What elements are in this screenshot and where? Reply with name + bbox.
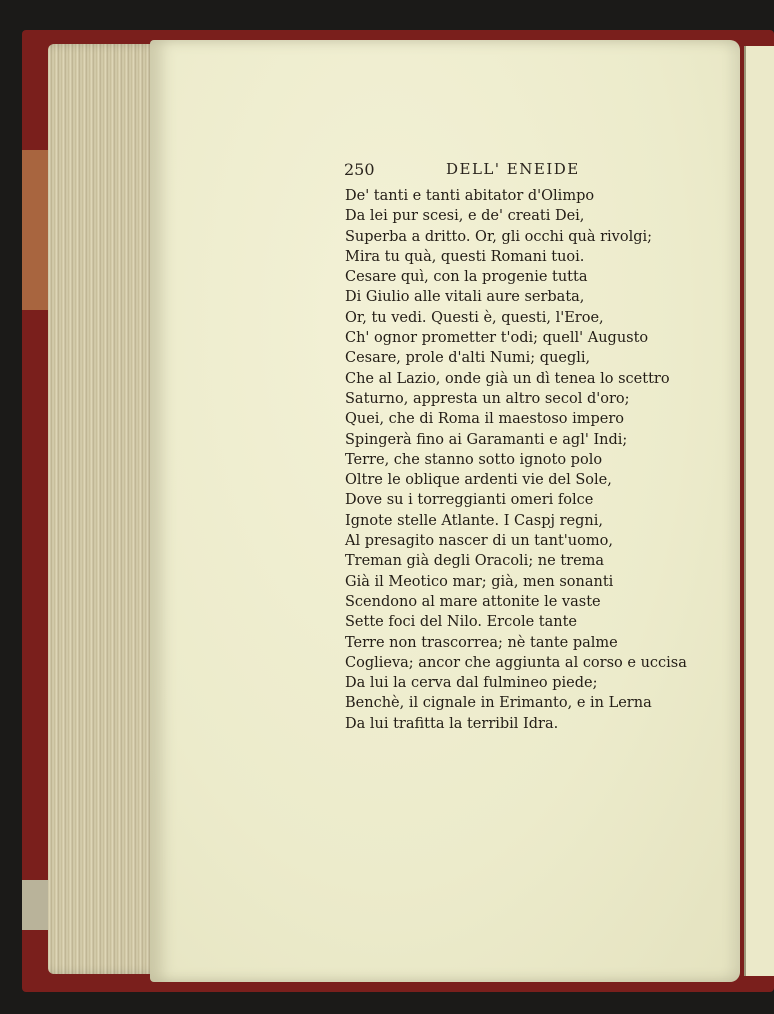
verse-line: Treman già degli Oracoli; ne trema <box>345 553 605 570</box>
verse-line: Da lui la cerva dal fulmineo piede; <box>345 675 598 692</box>
verse-line: Cesare, prole d'alti Numi; quegli, <box>345 350 591 367</box>
cover-paper-tab <box>22 880 50 930</box>
verse-line: Saturno, appresta un altro secol d'oro; <box>345 390 630 407</box>
page-number: 250 <box>344 160 375 179</box>
verse-line: Ignote stelle Atlante. I Caspj regni, <box>345 512 603 529</box>
verse-line: Coglieva; ancor che aggiunta al corso e uccisa <box>345 654 687 671</box>
verse-line: Da lui trafitta la terribil Idra. <box>345 715 559 732</box>
verse-line: Di Giulio alle vitali aure serbata, <box>345 289 585 306</box>
verse-line: Al presagito nascer di un tant'uomo, <box>345 533 613 550</box>
verse-line: Or, tu vedi. Questi è, questi, l'Eroe, <box>345 309 604 326</box>
verse-line: Cesare quì, con la progenie tutta <box>345 269 588 286</box>
verse-line: Da lei pur scesi, e de' creati Dei, <box>345 208 585 225</box>
verse-line: Sette foci del Nilo. Ercole tante <box>345 614 577 631</box>
facing-page-edge <box>744 46 774 976</box>
verse-line: Che al Lazio, onde già un dì tenea lo scettro <box>345 370 670 387</box>
page-header <box>344 160 644 182</box>
verse-line: Spingerà fino ai Garamanti e agl' Indi; <box>345 431 628 448</box>
verse-line: Dove su i torreggianti omeri folce <box>345 492 594 509</box>
verse-line: Benchè, il cignale in Erimanto, e in Lerna <box>345 695 652 712</box>
verse-line: Terre non trascorrea; nè tante palme <box>345 634 618 651</box>
verse-line: Quei, che di Roma il maestoso impero <box>345 411 625 428</box>
page-edges <box>48 44 160 974</box>
verse-line: De' tanti e tanti abitator d'Olimpo <box>345 188 595 204</box>
verse-line: Ch' ognor prometter t'odi; quell' Augusto <box>345 330 649 347</box>
verse-line: Oltre le oblique ardenti vie del Sole, <box>345 472 612 489</box>
verse-line: Superba a dritto. Or, gli occhi quà rivolgi; <box>345 228 653 245</box>
verse-line: Mira tu quà, questi Romani tuoi. <box>345 248 585 265</box>
verse-line: Scendono al mare attonite le vaste <box>345 593 601 610</box>
verse-block <box>345 186 687 734</box>
running-head: DELL' ENEIDE <box>446 160 580 178</box>
verse-line: Terre, che stanno sotto ignoto polo <box>345 451 603 468</box>
verse-line: Già il Meotico mar; già, men sonanti <box>345 573 614 590</box>
